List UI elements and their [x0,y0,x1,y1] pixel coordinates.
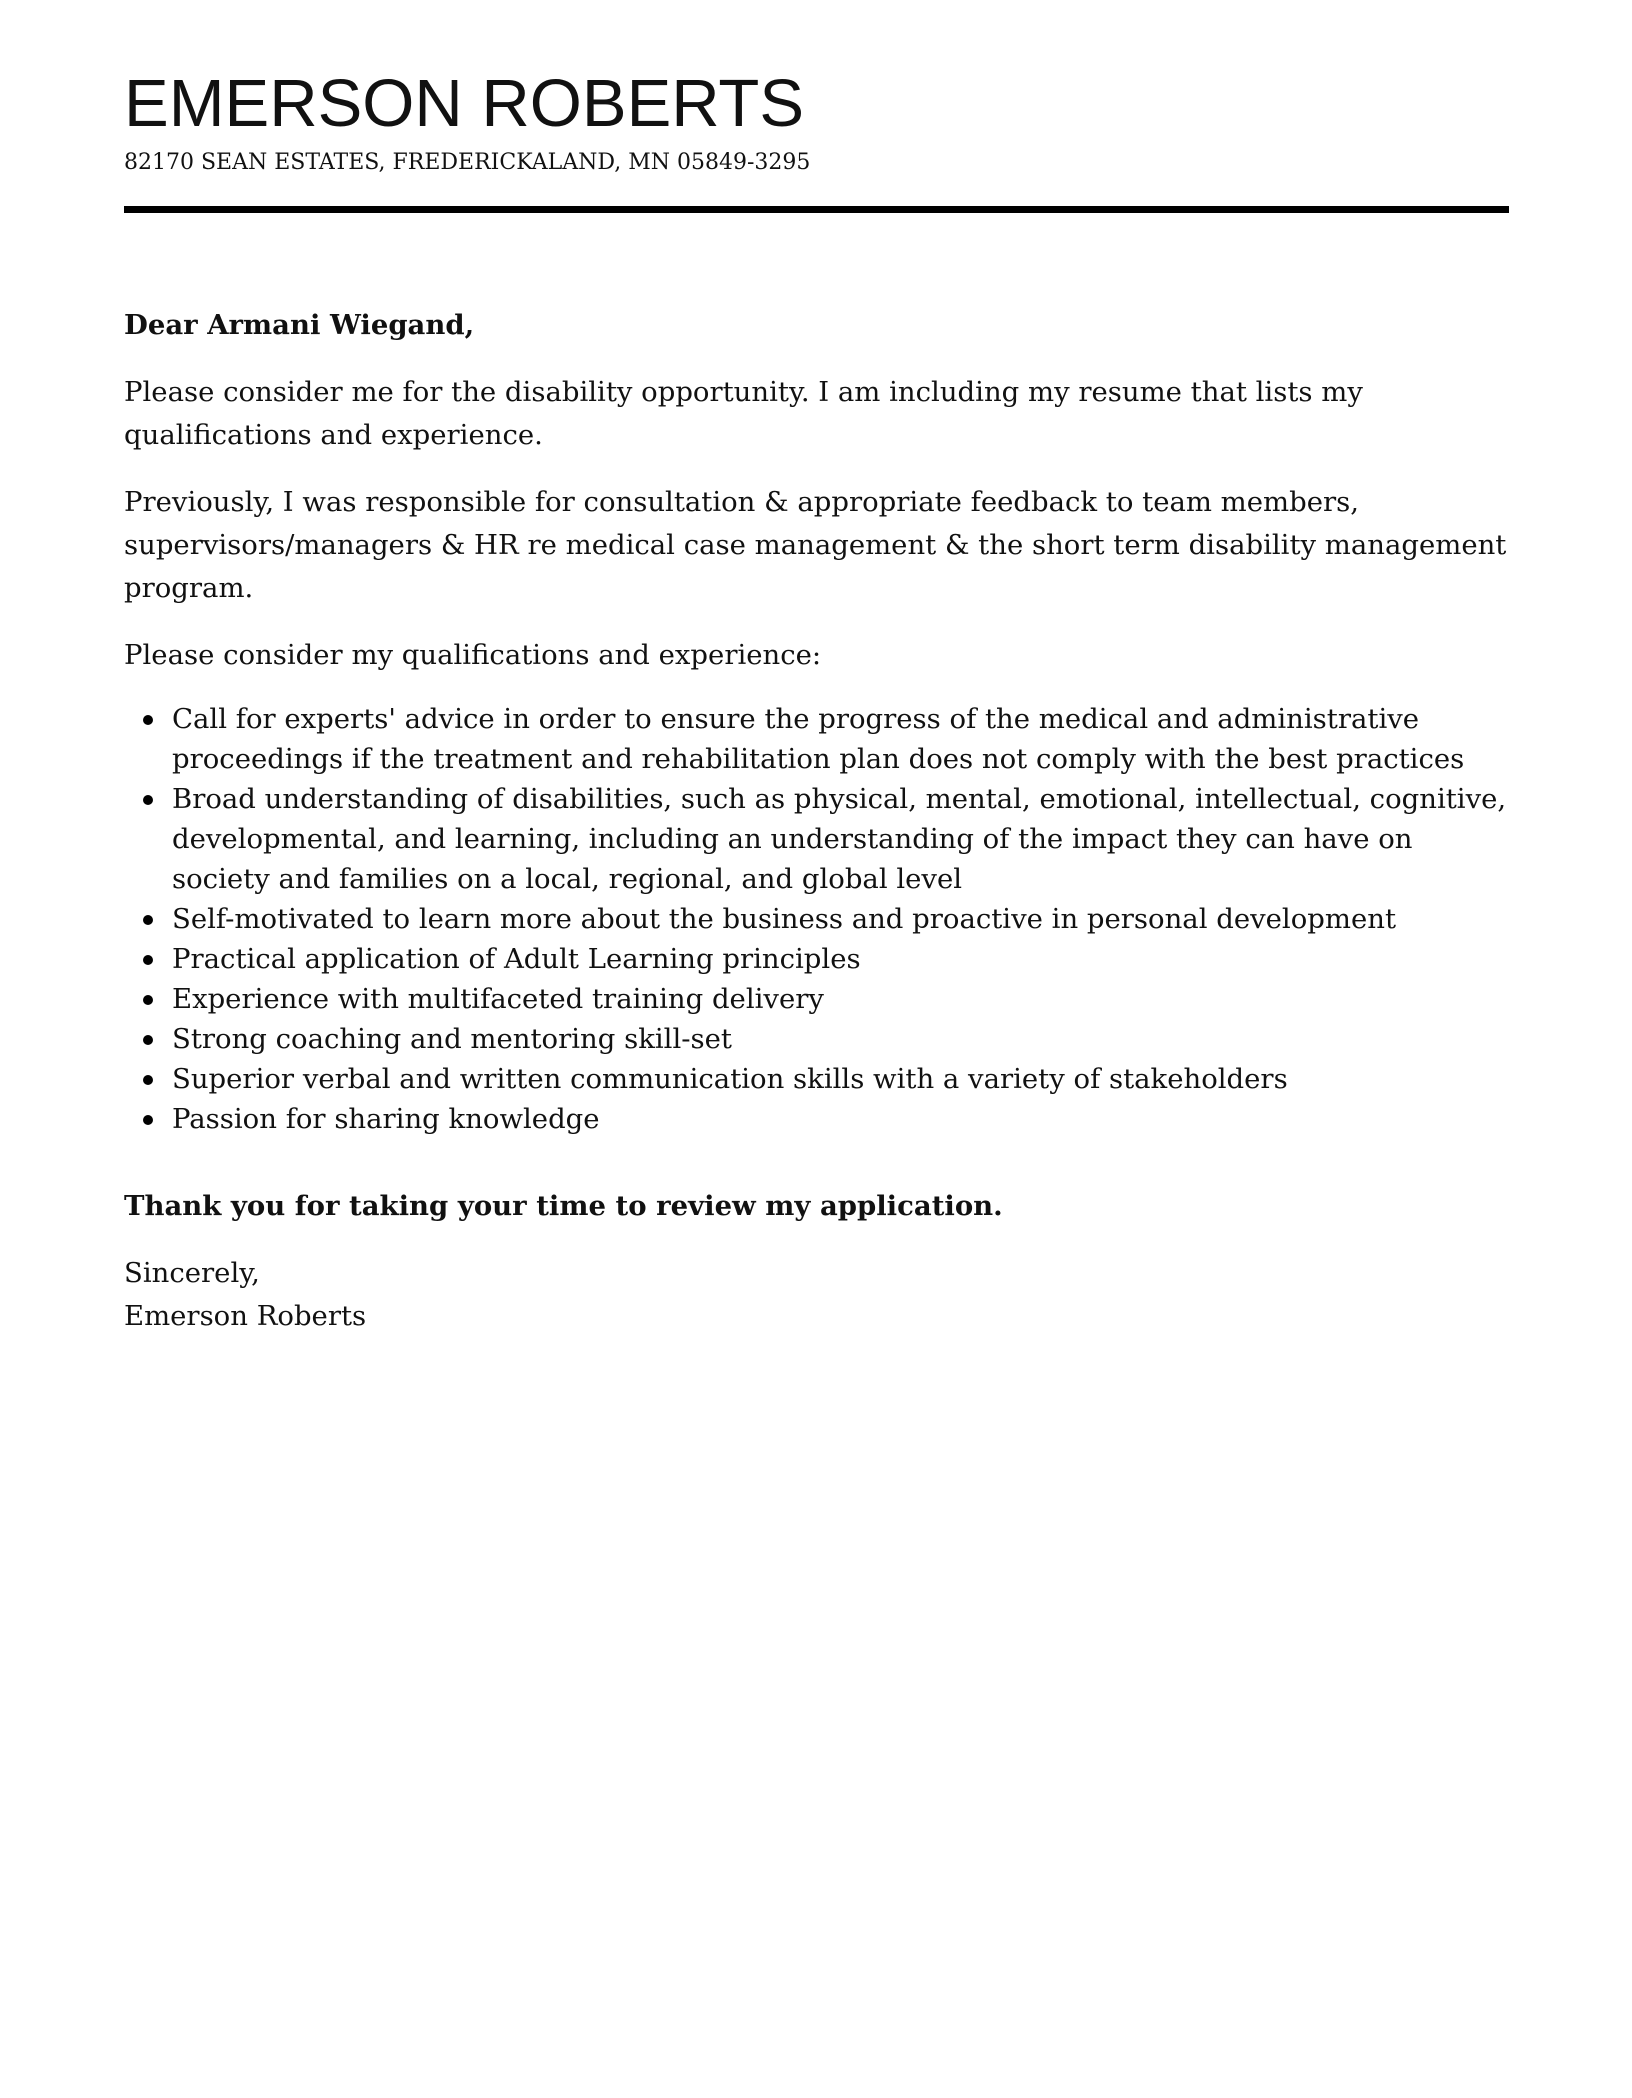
bullet-icon [143,955,153,965]
greeting: Dear Armani Wiegand, [124,309,475,341]
applicant-address: 82170 SEAN ESTATES, FREDERICKALAND, MN 05849-3295 [124,150,811,175]
signoff: Sincerely, [124,1257,260,1289]
list-item [124,1059,1509,1099]
qualifications-list [124,699,1509,1139]
bullet-icon [143,1035,153,1045]
bullet-icon [143,715,153,725]
signature-name: Emerson Roberts [124,1300,367,1332]
bullet-icon [143,995,153,1005]
applicant-name: EMERSON ROBERTS [124,66,805,141]
header-divider [124,206,1509,213]
intro-paragraph: Please consider me for the disability opportunity. I am including my resume that lists my qualifications and experience. [124,376,1363,451]
list-item [124,939,1509,979]
bullet-icon [143,1115,153,1125]
list-item [124,899,1509,939]
list-item-text: Practical application of Adult Learning principles [172,943,861,975]
experience-paragraph: Previously, I was responsible for consultation & appropriate feedback to team members, supervisors/managers & HR re medical case management & the short term disability management program. [124,486,1507,604]
list-item-text: Self-motivated to learn more about the business and proactive in personal development [172,903,1396,935]
list-item-text: Call for experts' advice in order to ensure the progress of the medical and administrative proceedings if the treatment and rehabilitation plan does not comply with the best practices [172,703,1465,775]
list-item-text: Experience with multifaceted training delivery [172,983,824,1015]
bullet-icon [143,915,153,925]
closing-statement: Thank you for taking your time to review my application. [124,1190,1003,1222]
list-item-text: Superior verbal and written communication skills with a variety of stakeholders [172,1063,1288,1095]
list-item-text: Broad understanding of disabilities, such as physical, mental, emotional, intellectual, cognitive, developmental, and learning, including an understanding of the impact they can have on society and families on a local, regional, and global level [172,783,1507,895]
list-item-text: Strong coaching and mentoring skill-set [172,1023,732,1055]
list-item [124,1099,1509,1139]
list-item-text: Passion for sharing knowledge [172,1103,600,1135]
list-item [124,779,1509,899]
bullet-icon [143,1075,153,1085]
bullet-icon [143,795,153,805]
list-item [124,1019,1509,1059]
qualifications-intro: Please consider my qualifications and experience: [124,639,822,671]
list-item [124,699,1509,779]
list-item [124,979,1509,1019]
